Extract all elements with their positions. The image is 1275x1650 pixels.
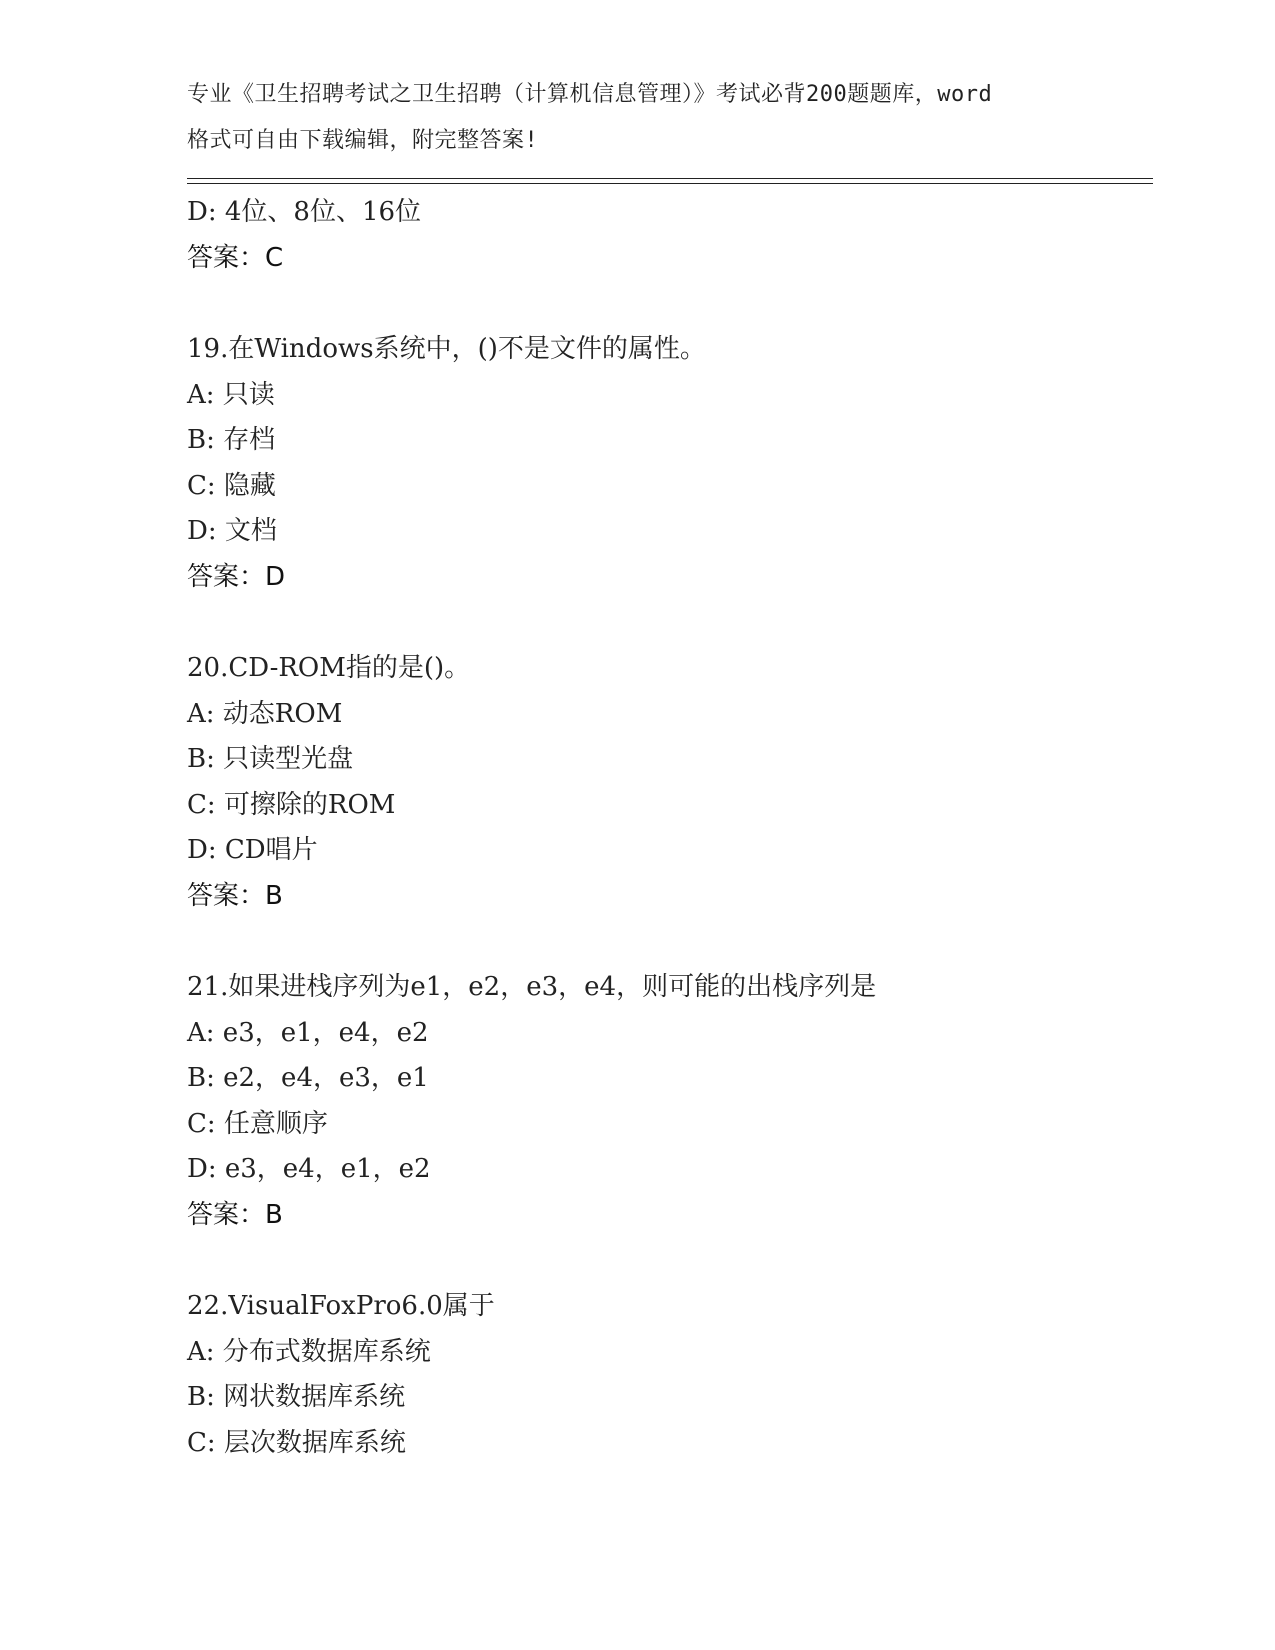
spacer [187, 919, 1147, 965]
question-block-19 [187, 327, 1147, 600]
option-a: A: 只读 [187, 379, 275, 410]
answer: 答案：B [187, 1199, 283, 1230]
option-b: B: 存档 [187, 425, 276, 455]
question-block-18 [187, 190, 1147, 281]
question-text: 22.VisualFoxPro6.0属于 [187, 1291, 495, 1321]
answer: 答案：B [187, 880, 283, 911]
question-block-21 [187, 965, 1147, 1238]
option-a: A: 动态ROM [187, 698, 343, 729]
question-block-20 [187, 646, 1147, 919]
question-text: 21.如果进栈序列为e1，e2，e3，e4，则可能的出栈序列是 [187, 972, 877, 1002]
question-block-22 [187, 1284, 1147, 1466]
spacer [187, 600, 1147, 646]
spacer [187, 281, 1147, 327]
spacer [187, 1238, 1147, 1284]
option-c: C: 任意顺序 [187, 1108, 328, 1139]
answer: 答案：D [187, 561, 286, 592]
option-d: D: 4位、8位、16位 [187, 197, 422, 227]
question-list [187, 190, 1147, 1466]
option-d: D: CD唱片 [187, 835, 318, 865]
header-line-1: 专业《卫生招聘考试之卫生招聘（计算机信息管理）》考试必背200题题库，word [187, 82, 993, 107]
answer: 答案：C [187, 242, 284, 273]
option-a: A: 分布式数据库系统 [187, 1336, 431, 1367]
option-c: C: 层次数据库系统 [187, 1427, 406, 1458]
option-b: B: 网状数据库系统 [187, 1382, 406, 1412]
option-b: B: e2，e4，e3，e1 [187, 1063, 429, 1093]
option-c: C: 隐藏 [187, 470, 276, 501]
option-a: A: e3，e1，e4，e2 [187, 1017, 429, 1048]
option-d: D: 文档 [187, 516, 277, 546]
header-divider-bottom [187, 183, 1153, 184]
header-line-2: 格式可自由下载编辑，附完整答案! [187, 127, 539, 153]
option-c: C: 可擦除的ROM [187, 789, 396, 820]
option-b: B: 只读型光盘 [187, 744, 354, 774]
header-divider-top [187, 178, 1153, 179]
question-text: 20.CD-ROM指的是()。 [187, 653, 471, 683]
option-d: D: e3，e4，e1，e2 [187, 1154, 431, 1184]
question-text: 19.在Windows系统中，()不是文件的属性。 [187, 334, 706, 364]
document-header [187, 72, 1087, 163]
